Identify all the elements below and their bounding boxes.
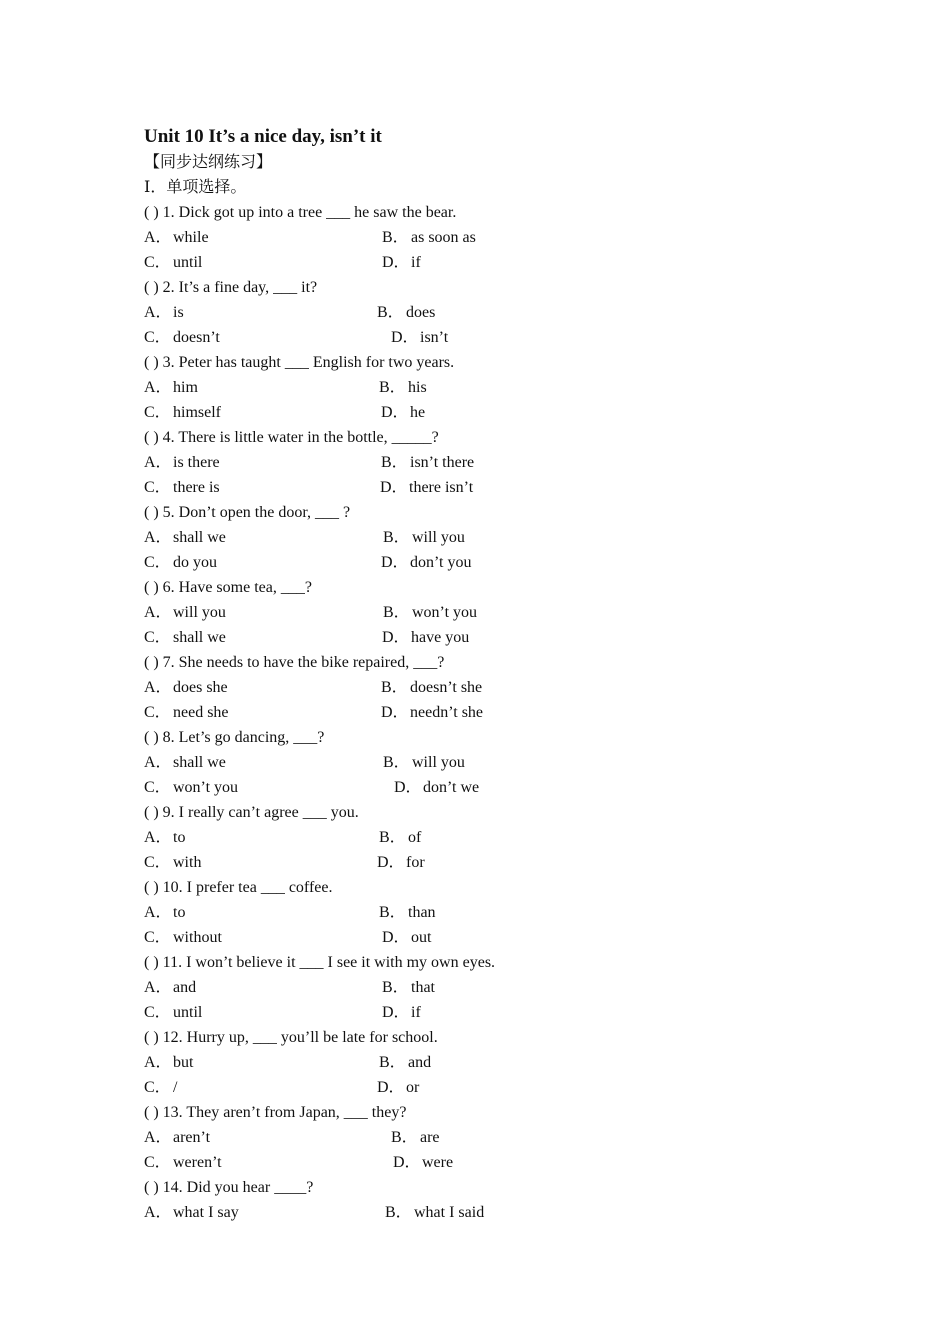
option-c bbox=[144, 1000, 202, 1025]
option-text: will you bbox=[412, 754, 465, 771]
option-text: shall we bbox=[173, 629, 226, 646]
option-b bbox=[382, 225, 476, 250]
option-b bbox=[383, 525, 465, 550]
option-letter: B． bbox=[381, 679, 408, 696]
option-text: with bbox=[173, 854, 202, 871]
worksheet-page bbox=[144, 124, 844, 1225]
option-text: out bbox=[411, 929, 432, 946]
option-letter: B． bbox=[379, 829, 406, 846]
option-letter: B． bbox=[382, 979, 409, 996]
option-row bbox=[144, 900, 844, 925]
option-letter: C． bbox=[144, 404, 171, 421]
option-letter: D． bbox=[381, 554, 409, 571]
option-text: isn’t bbox=[420, 329, 449, 346]
option-row bbox=[144, 525, 844, 550]
option-letter: D． bbox=[382, 929, 410, 946]
option-c bbox=[144, 1150, 222, 1175]
option-d bbox=[380, 475, 473, 500]
option-text: were bbox=[422, 1154, 454, 1171]
question-stem: ( ) 10. I prefer tea ___ coffee. bbox=[144, 879, 333, 896]
option-row bbox=[144, 400, 844, 425]
option-letter: B． bbox=[379, 1054, 406, 1071]
option-d bbox=[382, 625, 469, 650]
option-letter: B． bbox=[391, 1129, 418, 1146]
option-letter: A． bbox=[144, 529, 172, 546]
option-letter: D． bbox=[393, 1154, 421, 1171]
option-letter: A． bbox=[144, 904, 172, 921]
option-row bbox=[144, 225, 844, 250]
option-c bbox=[144, 925, 222, 950]
option-d bbox=[394, 775, 479, 800]
option-c bbox=[144, 250, 202, 275]
option-b bbox=[379, 375, 427, 400]
option-c bbox=[144, 325, 220, 350]
option-text: what I said bbox=[414, 1204, 485, 1221]
option-text: won’t you bbox=[412, 604, 478, 621]
option-a bbox=[144, 300, 184, 325]
option-text: does bbox=[406, 304, 436, 321]
option-text: to bbox=[173, 904, 186, 921]
option-d bbox=[391, 325, 448, 350]
option-text: than bbox=[408, 904, 436, 921]
option-a bbox=[144, 900, 185, 925]
option-text: and bbox=[408, 1054, 432, 1071]
option-letter: C． bbox=[144, 854, 171, 871]
question-stem: ( ) 11. I won’t believe it ___ I see it with my own eyes. bbox=[144, 954, 496, 971]
option-a bbox=[144, 975, 196, 1000]
option-text: weren’t bbox=[173, 1154, 222, 1171]
option-row bbox=[144, 450, 844, 475]
option-a bbox=[144, 1050, 193, 1075]
option-text: doesn’t bbox=[173, 329, 220, 346]
option-letter: A． bbox=[144, 454, 172, 471]
page-title: Unit 10 It’s a nice day, isn’t it bbox=[144, 126, 382, 147]
option-text: until bbox=[173, 254, 203, 271]
option-letter: C． bbox=[144, 1154, 171, 1171]
option-text: for bbox=[406, 854, 425, 871]
option-letter: C． bbox=[144, 704, 171, 721]
question-stem: ( ) 8. Let’s go dancing, ___? bbox=[144, 729, 325, 746]
option-d bbox=[382, 1000, 421, 1025]
option-letter: D． bbox=[394, 779, 422, 796]
option-letter: A． bbox=[144, 604, 172, 621]
page-subtitle: 【同步达纲练习】 bbox=[144, 154, 273, 171]
option-c bbox=[144, 1075, 177, 1100]
question-stem: ( ) 6. Have some tea, ___? bbox=[144, 579, 312, 596]
option-a bbox=[144, 375, 198, 400]
option-letter: C． bbox=[144, 1004, 171, 1021]
option-letter: C． bbox=[144, 1079, 171, 1096]
option-d bbox=[377, 1075, 419, 1100]
question-stem: ( ) 12. Hurry up, ___ you’ll be late for school. bbox=[144, 1029, 438, 1046]
option-row bbox=[144, 300, 844, 325]
option-text: have you bbox=[411, 629, 470, 646]
option-row bbox=[144, 550, 844, 575]
question-stem: ( ) 2. It’s a fine day, ___ it? bbox=[144, 279, 318, 296]
option-b bbox=[379, 900, 436, 925]
option-text: need she bbox=[173, 704, 229, 721]
option-letter: C． bbox=[144, 779, 171, 796]
option-letter: D． bbox=[377, 854, 405, 871]
option-d bbox=[382, 250, 421, 275]
option-d bbox=[382, 925, 431, 950]
option-text: shall we bbox=[173, 529, 226, 546]
option-c bbox=[144, 850, 201, 875]
option-b bbox=[379, 1050, 431, 1075]
question-stem: ( ) 5. Don’t open the door, ___ ? bbox=[144, 504, 351, 521]
option-text: if bbox=[411, 254, 421, 271]
option-row bbox=[144, 1050, 844, 1075]
option-letter: C． bbox=[144, 629, 171, 646]
option-letter: B． bbox=[381, 454, 408, 471]
option-text: his bbox=[408, 379, 427, 396]
option-letter: A． bbox=[144, 1204, 172, 1221]
option-letter: B． bbox=[383, 754, 410, 771]
option-letter: D． bbox=[382, 1004, 410, 1021]
option-row bbox=[144, 475, 844, 500]
option-text: as soon as bbox=[411, 229, 476, 246]
option-letter: D． bbox=[380, 479, 408, 496]
option-letter: A． bbox=[144, 829, 172, 846]
option-text: needn’t she bbox=[410, 704, 484, 721]
option-d bbox=[393, 1150, 453, 1175]
option-text: is bbox=[173, 304, 184, 321]
option-text: until bbox=[173, 1004, 203, 1021]
question-stem: ( ) 9. I really can’t agree ___ you. bbox=[144, 804, 359, 821]
option-row bbox=[144, 1150, 844, 1175]
option-a bbox=[144, 225, 209, 250]
option-letter: D． bbox=[377, 1079, 405, 1096]
option-a bbox=[144, 600, 226, 625]
option-text: isn’t there bbox=[410, 454, 475, 471]
option-row bbox=[144, 975, 844, 1000]
option-a bbox=[144, 1125, 210, 1150]
option-b bbox=[383, 600, 477, 625]
option-letter: B． bbox=[385, 1204, 412, 1221]
option-d bbox=[381, 400, 425, 425]
option-text: him bbox=[173, 379, 198, 396]
option-c bbox=[144, 550, 217, 575]
question-list bbox=[144, 200, 844, 1225]
option-c bbox=[144, 400, 221, 425]
option-row bbox=[144, 775, 844, 800]
option-letter: C． bbox=[144, 329, 171, 346]
option-letter: C． bbox=[144, 929, 171, 946]
option-row bbox=[144, 1075, 844, 1100]
option-b bbox=[381, 675, 482, 700]
option-a bbox=[144, 525, 226, 550]
option-row bbox=[144, 1125, 844, 1150]
option-text: doesn’t she bbox=[410, 679, 483, 696]
option-letter: A． bbox=[144, 379, 172, 396]
option-letter: A． bbox=[144, 1054, 172, 1071]
option-row bbox=[144, 1000, 844, 1025]
option-text: what I say bbox=[173, 1204, 239, 1221]
option-row bbox=[144, 375, 844, 400]
option-c bbox=[144, 775, 238, 800]
option-letter: C． bbox=[144, 254, 171, 271]
option-row bbox=[144, 325, 844, 350]
option-b bbox=[391, 1125, 440, 1150]
option-b bbox=[377, 300, 435, 325]
question-stem: ( ) 13. They aren’t from Japan, ___ they? bbox=[144, 1104, 407, 1121]
option-text: or bbox=[406, 1079, 420, 1096]
option-text: aren’t bbox=[173, 1129, 211, 1146]
option-row bbox=[144, 250, 844, 275]
option-row bbox=[144, 825, 844, 850]
option-text: is there bbox=[173, 454, 220, 471]
option-letter: D． bbox=[391, 329, 419, 346]
question-stem: ( ) 1. Dick got up into a tree ___ he saw the bear. bbox=[144, 204, 457, 221]
question-stem: ( ) 7. She needs to have the bike repaired, ___? bbox=[144, 654, 445, 671]
option-letter: A． bbox=[144, 679, 172, 696]
option-letter: A． bbox=[144, 979, 172, 996]
option-text: don’t you bbox=[410, 554, 472, 571]
option-letter: A． bbox=[144, 1129, 172, 1146]
option-b bbox=[383, 750, 465, 775]
section-heading: Ⅰ．单项选择。 bbox=[144, 179, 247, 196]
option-row bbox=[144, 700, 844, 725]
option-letter: D． bbox=[381, 704, 409, 721]
question-stem: ( ) 3. Peter has taught ___ English for two years. bbox=[144, 354, 455, 371]
option-row bbox=[144, 625, 844, 650]
option-text: are bbox=[420, 1129, 440, 1146]
option-text: that bbox=[411, 979, 435, 996]
option-row bbox=[144, 1200, 844, 1225]
option-text: will you bbox=[412, 529, 465, 546]
option-text: does she bbox=[173, 679, 228, 696]
option-text: if bbox=[411, 1004, 421, 1021]
option-text: to bbox=[173, 829, 186, 846]
option-row bbox=[144, 850, 844, 875]
option-letter: D． bbox=[381, 404, 409, 421]
option-row bbox=[144, 750, 844, 775]
option-c bbox=[144, 625, 226, 650]
option-c bbox=[144, 475, 220, 500]
option-letter: B． bbox=[382, 229, 409, 246]
option-letter: A． bbox=[144, 229, 172, 246]
question-stem: ( ) 14. Did you hear ____? bbox=[144, 1179, 314, 1196]
option-b bbox=[381, 450, 474, 475]
option-letter: B． bbox=[383, 529, 410, 546]
option-d bbox=[381, 550, 471, 575]
option-b bbox=[379, 825, 421, 850]
option-c bbox=[144, 700, 229, 725]
option-text: / bbox=[173, 1079, 178, 1096]
option-a bbox=[144, 825, 185, 850]
option-letter: A． bbox=[144, 304, 172, 321]
option-d bbox=[381, 700, 483, 725]
option-text: do you bbox=[173, 554, 217, 571]
option-text: will you bbox=[173, 604, 226, 621]
question-stem: ( ) 4. There is little water in the bottle, _____? bbox=[144, 429, 439, 446]
option-text: won’t you bbox=[173, 779, 239, 796]
option-text: don’t we bbox=[423, 779, 480, 796]
option-text: but bbox=[173, 1054, 194, 1071]
option-d bbox=[377, 850, 425, 875]
option-letter: D． bbox=[382, 629, 410, 646]
option-text: and bbox=[173, 979, 197, 996]
option-row bbox=[144, 675, 844, 700]
option-letter: B． bbox=[383, 604, 410, 621]
option-b bbox=[385, 1200, 484, 1225]
option-letter: C． bbox=[144, 554, 171, 571]
option-letter: B． bbox=[379, 379, 406, 396]
option-row bbox=[144, 925, 844, 950]
option-a bbox=[144, 675, 228, 700]
option-text: while bbox=[173, 229, 209, 246]
option-text: shall we bbox=[173, 754, 226, 771]
option-letter: B． bbox=[377, 304, 404, 321]
option-letter: D． bbox=[382, 254, 410, 271]
option-letter: A． bbox=[144, 754, 172, 771]
option-text: without bbox=[173, 929, 222, 946]
option-a bbox=[144, 450, 220, 475]
option-row bbox=[144, 600, 844, 625]
option-letter: C． bbox=[144, 479, 171, 496]
option-a bbox=[144, 1200, 239, 1225]
option-text: there isn’t bbox=[409, 479, 474, 496]
option-letter: B． bbox=[379, 904, 406, 921]
option-b bbox=[382, 975, 435, 1000]
option-text: himself bbox=[173, 404, 221, 421]
option-text: there is bbox=[173, 479, 220, 496]
option-text: he bbox=[410, 404, 426, 421]
option-a bbox=[144, 750, 226, 775]
option-text: of bbox=[408, 829, 422, 846]
